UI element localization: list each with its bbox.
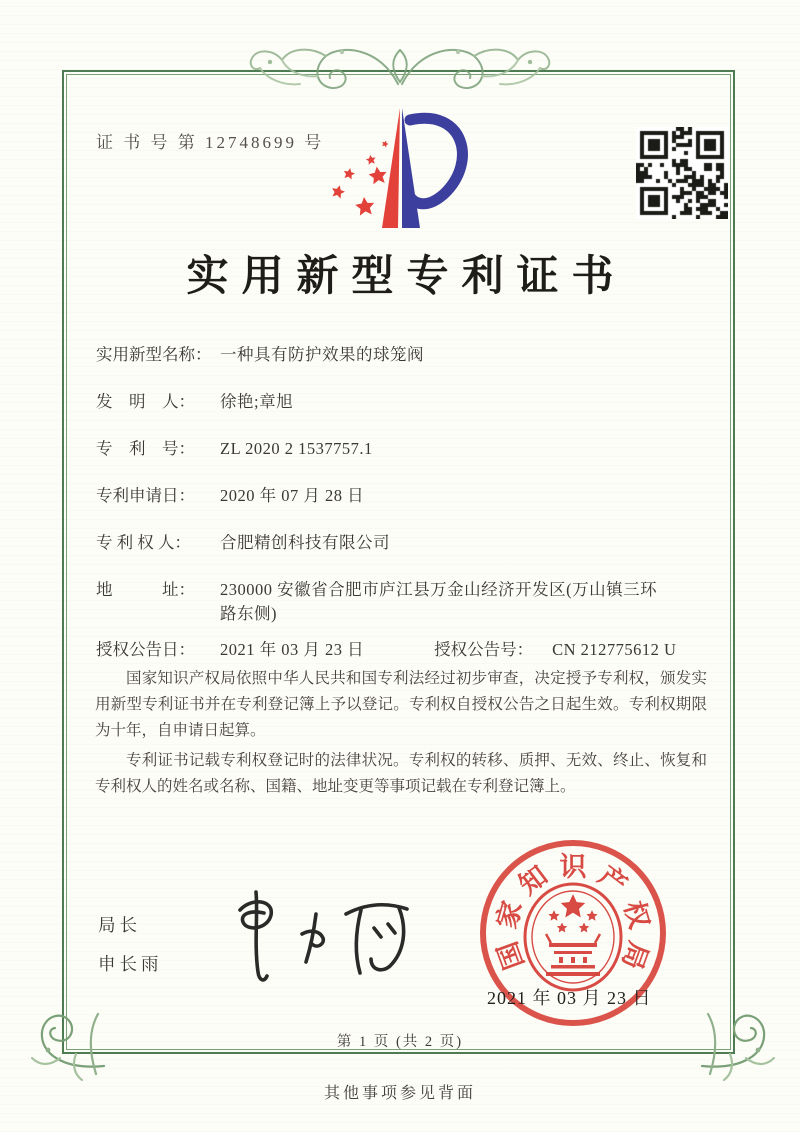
seal-arc-char: 知 [513,859,553,900]
field-grant-number [434,638,676,662]
seal-arc-char: 产 [593,859,633,900]
field-label: 地 址： [96,580,195,599]
field-value: CN 212775612 U [552,640,677,659]
seal-arc-char: 识 [559,851,587,882]
field-label: 授权公告号： [434,640,534,659]
legal-text [95,666,707,804]
legal-paragraph-1: 国家知识产权局依照中华人民共和国专利法经过初步审查，决定授予专利权，颁发实用新型专利证书并在专利登记簿上予以登记。专利权自授权公告之日起生效。专利权期限为十年，自申请日起算。 [95,670,707,739]
field-value: 一种具有防护效果的球笼阀 [220,345,424,364]
field-label: 专利申请日： [96,486,195,505]
field-label: 发 明 人： [96,392,195,411]
back-side-note: 其他事项参见背面 [323,1085,476,1102]
signer-name: 申长雨 [98,954,163,974]
seal-arc-char: 局 [616,937,655,974]
field-value: 230000 安徽省合肥市庐江县万金山经济开发区(万山镇三环路东侧) [220,580,658,623]
field-label: 实用新型名称： [96,345,212,364]
signature-handwriting-icon [218,880,433,992]
seal-arc-char: 权 [618,897,656,932]
page-number: 第 1 页 (共 2 页) [336,1034,464,1050]
field-address [96,578,716,638]
field-utility-model-name [96,343,716,390]
qr-code-icon [636,127,728,219]
certificate-title: 实用新型专利证书 [186,254,627,300]
field-label: 专 利 权 人： [96,533,191,552]
seal-date: 2021 年 03 月 23 日 [487,988,652,1008]
field-value: ZL 2020 2 1537757.1 [220,439,373,458]
field-label: 专 利 号： [96,439,195,458]
signer-block [98,912,163,990]
certificate-number: 证 书 号 第 12748699 号 [96,133,325,152]
field-patentee [96,531,716,578]
bottom-right-flourish-icon [696,1002,780,1086]
national-emblem-icon [521,879,625,993]
field-value: 徐艳;章旭 [220,392,294,411]
signer-title: 局长 [98,915,141,935]
field-value: 2021 年 03 月 23 日 [220,640,365,659]
field-filing-date [96,484,716,531]
legal-paragraph-2: 专利证书记载专利权登记时的法律状况。专利权的转移、质押、无效、终止、恢复和专利权人的姓名或名称、国籍、地址变更等事项记载在专利登记簿上。 [95,752,707,795]
seal-arc-char: 国 [491,937,530,974]
field-value: 合肥精创科技有限公司 [220,533,390,552]
certificate-fields [96,343,716,674]
field-label: 授权公告日： [96,640,195,659]
seal-arc-char: 家 [490,897,528,932]
bottom-left-flourish-icon [26,1002,110,1086]
top-flourish-icon [230,38,570,102]
field-value: 2020 年 07 月 28 日 [220,486,365,505]
cnipa-logo-icon [324,104,476,236]
field-inventor [96,390,716,437]
field-patent-number [96,437,716,484]
